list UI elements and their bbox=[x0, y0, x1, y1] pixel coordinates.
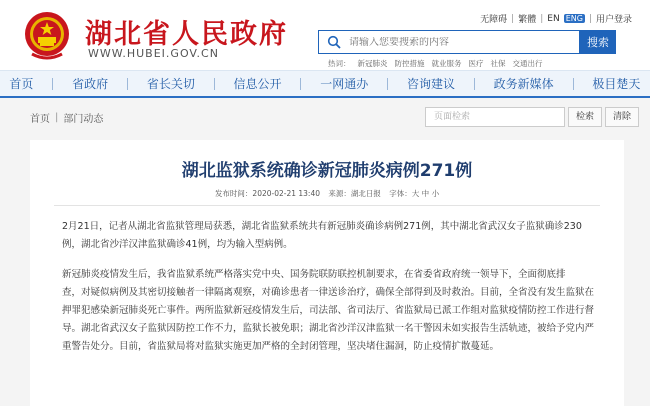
article-source: 来源：湖北日报 bbox=[328, 189, 381, 198]
font-size-switcher[interactable]: 字体：大 中 小 bbox=[389, 189, 440, 198]
top-link-traditional[interactable]: 繁體 bbox=[518, 15, 537, 25]
article-meta bbox=[30, 188, 624, 199]
site-search-button[interactable]: 搜索 bbox=[580, 30, 616, 54]
nav-item-jimuchutian[interactable]: 极目楚天 bbox=[592, 77, 641, 91]
hot-words-label: 热词： bbox=[328, 59, 351, 68]
nav-divider bbox=[474, 78, 475, 90]
top-link-separator: | bbox=[588, 13, 592, 24]
magnifier-icon bbox=[327, 35, 341, 49]
top-link-english[interactable]: EN bbox=[547, 13, 560, 24]
hot-word[interactable]: 交通出行 bbox=[512, 59, 543, 68]
breadcrumb bbox=[30, 104, 630, 130]
nav-divider bbox=[214, 78, 215, 90]
national-emblem-icon[interactable] bbox=[22, 10, 72, 62]
paragraph-line: 导。湖北省武汉女子监狱因防控工作不力，监狱长被免职；湖北省沙洋汉津监狱一名干警因未如实报告生活轨迹，被给予党内严 bbox=[62, 323, 595, 334]
site-title[interactable]: 湖北省人民政府 bbox=[85, 19, 288, 50]
nav-item-services[interactable]: 一网通办 bbox=[320, 77, 369, 91]
hot-word[interactable]: 新冠肺炎 bbox=[357, 59, 388, 68]
nav-item-governor[interactable]: 省长关切 bbox=[146, 77, 195, 91]
site-url: WWW.HUBEI.GOV.CN bbox=[88, 47, 219, 60]
nav-item-government[interactable]: 省政府 bbox=[72, 77, 109, 91]
site-search-box bbox=[318, 30, 580, 54]
paragraph-line: 重警告处分。目前，省监狱局将对监狱实施更加严格的全封闭管理，坚决堵住漏洞，防止疫情扩散蔓延。 bbox=[62, 341, 500, 352]
top-links bbox=[480, 12, 632, 25]
top-link-separator: | bbox=[540, 13, 544, 24]
site-header bbox=[0, 0, 650, 70]
hot-word[interactable]: 就业服务 bbox=[431, 59, 462, 68]
site-search-input[interactable] bbox=[349, 37, 569, 48]
nav-divider bbox=[127, 78, 128, 90]
nav-item-disclosure[interactable]: 信息公开 bbox=[233, 77, 282, 91]
breadcrumb-separator: | bbox=[55, 111, 59, 123]
article-paragraph bbox=[62, 218, 608, 254]
article-divider bbox=[54, 205, 600, 206]
breadcrumb-home[interactable]: 首页 bbox=[30, 113, 50, 125]
top-link-separator: | bbox=[511, 13, 515, 24]
article-card bbox=[30, 140, 624, 406]
english-badge[interactable]: ENG bbox=[565, 14, 583, 23]
page-search-input[interactable]: 页面检索 bbox=[425, 107, 565, 127]
paragraph-line: 2月21日，记者从湖北省监狱管理局获悉，湖北省监狱系统共有新冠肺炎确诊病例271例，其中湖北省武汉女子监狱确诊230 bbox=[62, 221, 582, 232]
nav-divider bbox=[52, 78, 53, 90]
nav-item-home[interactable]: 首页 bbox=[9, 77, 34, 91]
hot-word[interactable]: 社保 bbox=[490, 59, 506, 68]
paragraph-line: 查，对疑似病例及其密切接触者一律隔离观察，对确诊患者一律送诊治疗，确保全部得到及时救治。目前，全省没有发生监狱在 bbox=[62, 287, 595, 298]
article-title: 湖北监狱系统确诊新冠肺炎病例271例 bbox=[181, 161, 473, 181]
top-link-accessibility[interactable]: 无障碍 bbox=[480, 15, 508, 25]
article-paragraph bbox=[62, 266, 608, 356]
page-clear-button[interactable]: 清除 bbox=[605, 107, 639, 127]
nav-divider bbox=[573, 78, 574, 90]
nav-item-consult[interactable]: 咨询建议 bbox=[406, 77, 455, 91]
nav-item-new-media[interactable]: 政务新媒体 bbox=[493, 77, 554, 91]
paragraph-line: 押罪犯感染新冠肺炎死亡事件。两所监狱新冠疫情发生后，司法部、省司法厅、省监狱局已派工作组对监狱疫情防控工作进行督 bbox=[62, 305, 595, 316]
page-search-button[interactable]: 检索 bbox=[568, 107, 602, 127]
top-link-login[interactable]: 用户登录 bbox=[595, 15, 632, 25]
hot-word[interactable]: 防控措施 bbox=[394, 59, 425, 68]
article-date: 发布时间：2020-02-21 13:40 bbox=[214, 189, 321, 198]
main-nav bbox=[0, 70, 650, 98]
nav-divider bbox=[300, 78, 301, 90]
hot-words bbox=[328, 58, 543, 69]
nav-divider bbox=[387, 78, 388, 90]
breadcrumb-section[interactable]: 部门动态 bbox=[63, 113, 104, 125]
hot-word[interactable]: 医疗 bbox=[468, 59, 484, 68]
paragraph-line: 例，湖北省沙洋汉津监狱确诊41例，均为输入型病例。 bbox=[62, 239, 293, 250]
paragraph-line: 新冠肺炎疫情发生后，我省监狱系统严格落实党中央、国务院联防联控机制要求，在省委省政府统一领导下，全面彻底排 bbox=[62, 269, 566, 280]
